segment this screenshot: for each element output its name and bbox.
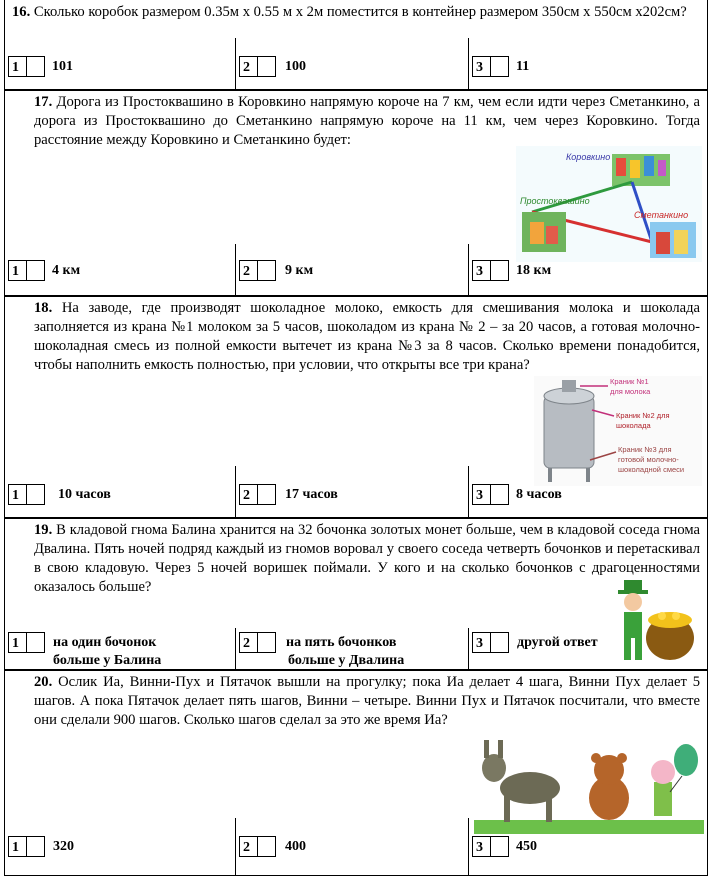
question-number: 19.	[34, 522, 53, 538]
answer-line-1: на пять бочонков	[286, 635, 397, 650]
tank-label: шоколадной смеси	[618, 465, 685, 474]
map-label: Сметанкино	[634, 210, 689, 220]
answer-number: 2	[239, 260, 258, 281]
answer-option: 18 км	[516, 263, 552, 278]
answer-checkbox[interactable]	[258, 632, 276, 653]
answer-number: 3	[472, 836, 491, 857]
answer-checkbox[interactable]	[258, 484, 276, 505]
answer-checkbox[interactable]	[491, 56, 509, 77]
answer-checkbox[interactable]	[491, 260, 509, 281]
tank-label: Краник №1	[610, 377, 649, 386]
question-20	[4, 670, 708, 876]
answer-option: 101	[52, 59, 73, 74]
question-18	[4, 296, 708, 518]
answer-option	[286, 634, 404, 670]
answer-checkbox[interactable]	[27, 260, 45, 281]
question-text: Сколько коробок размером 0.35м х 0.55 м х 2м поместится в контейнер размером 350см х 550см х202см?	[33, 4, 687, 20]
question-text: Ослик Иа, Винни-Пух и Пятачок вышли на прогулку; пока Иа делает 4 шага, Винни Пух делает 5 шагов. А пока Пятачок делает пять шагов, Винни – четыре. Винни Пух и Пятачок посчитали, что вместе они сделали 900 шагов. Сколько шагов сделал за это же время Иа?	[34, 674, 700, 728]
question-text: В кладовой гнома Балина хранится на 32 бочонка золотых монет больше, чем в кладовой соседа гнома Двалина. Пять ночей подряд каждый из гномов воровал у своего соседа четверть бочонков и перетаскивал в свою кладовую. Через 5 ночей воришек поймали. У кого и на сколько бочонков с драгоценностями оказалось больше?	[34, 522, 700, 595]
answer-number: 1	[8, 484, 27, 505]
answer-option: 320	[53, 839, 74, 854]
question-number: 20.	[34, 674, 53, 690]
map-label: Коровкино	[566, 152, 611, 162]
map-illustration	[516, 146, 702, 262]
answer-option: 9 км	[285, 263, 314, 278]
answer-checkbox[interactable]	[27, 56, 45, 77]
question-19	[4, 518, 708, 670]
question-16	[4, 0, 708, 90]
answer-number: 3	[472, 56, 491, 77]
tank-label: Краник №2 для	[616, 411, 670, 420]
answer-checkbox[interactable]	[27, 484, 45, 505]
answer-checkbox[interactable]	[491, 484, 509, 505]
answer-number: 3	[472, 260, 491, 281]
answer-option: 11	[516, 59, 530, 74]
question-text: На заводе, где производят шоколадное молоко, емкость для смешивания молока и шоколада заполняется из крана №1 молоком за 5 часов, шоколадом из крана № 2 – за 20 часов, а готовая молочно-шоколадная смесь из полной емкости вытечет из крана №3 за 8 часов. Сколько времени понадобится, чтобы наполнить емкость полностью, при условии, что открыты все три крана?	[34, 300, 700, 373]
tank-label: Краник №3 для	[618, 445, 672, 454]
answer-number: 1	[8, 56, 27, 77]
answer-line-2: больше у Двалина	[288, 653, 405, 668]
answer-option: 17 часов	[285, 487, 338, 502]
cartoon-characters-illustration	[474, 738, 704, 834]
answer-option: 100	[285, 59, 306, 74]
question-number: 16.	[12, 4, 31, 20]
answer-checkbox[interactable]	[258, 836, 276, 857]
answer-line-2: больше у Балина	[53, 653, 162, 668]
answer-option: 4 км	[52, 263, 81, 278]
tank-label: готовой молочно-	[618, 455, 679, 464]
answer-option: другой ответ	[517, 635, 598, 650]
question-number: 17.	[34, 94, 53, 110]
answer-option: 8 часов	[516, 487, 562, 502]
tank-illustration	[534, 376, 702, 486]
question-text: Дорога из Простоквашино в Коровкино напрямую короче на 7 км, чем если идти через Сметанкино, а дорога из Простоквашино до Сметанкино напрямую короче на 11 км, чем через Коровкино. Тогда расстояние между Коровкино и Сметанкино будет:	[34, 94, 700, 148]
answer-number: 2	[239, 484, 258, 505]
map-label: Простоквашино	[520, 196, 590, 206]
answer-option	[53, 634, 161, 670]
answer-option: 450	[516, 839, 537, 854]
answer-checkbox[interactable]	[491, 632, 509, 653]
answer-number: 2	[239, 836, 258, 857]
answer-checkbox[interactable]	[27, 632, 45, 653]
answer-number: 1	[8, 260, 27, 281]
tank-label: шоколада	[616, 421, 651, 430]
answer-checkbox[interactable]	[27, 836, 45, 857]
answer-number: 2	[239, 56, 258, 77]
answer-checkbox[interactable]	[258, 260, 276, 281]
answer-line-1: на один бочонок	[53, 635, 157, 650]
answer-number: 3	[472, 484, 491, 505]
answer-number: 2	[239, 632, 258, 653]
answer-checkbox[interactable]	[258, 56, 276, 77]
answer-checkbox[interactable]	[491, 836, 509, 857]
answer-number: 1	[8, 836, 27, 857]
answer-number: 3	[472, 632, 491, 653]
answer-option: 400	[285, 839, 306, 854]
question-number: 18.	[34, 300, 53, 316]
answer-number: 1	[8, 632, 27, 653]
answer-option: 10 часов	[58, 487, 111, 502]
question-17	[4, 90, 708, 296]
tank-label: для молока	[610, 387, 651, 396]
